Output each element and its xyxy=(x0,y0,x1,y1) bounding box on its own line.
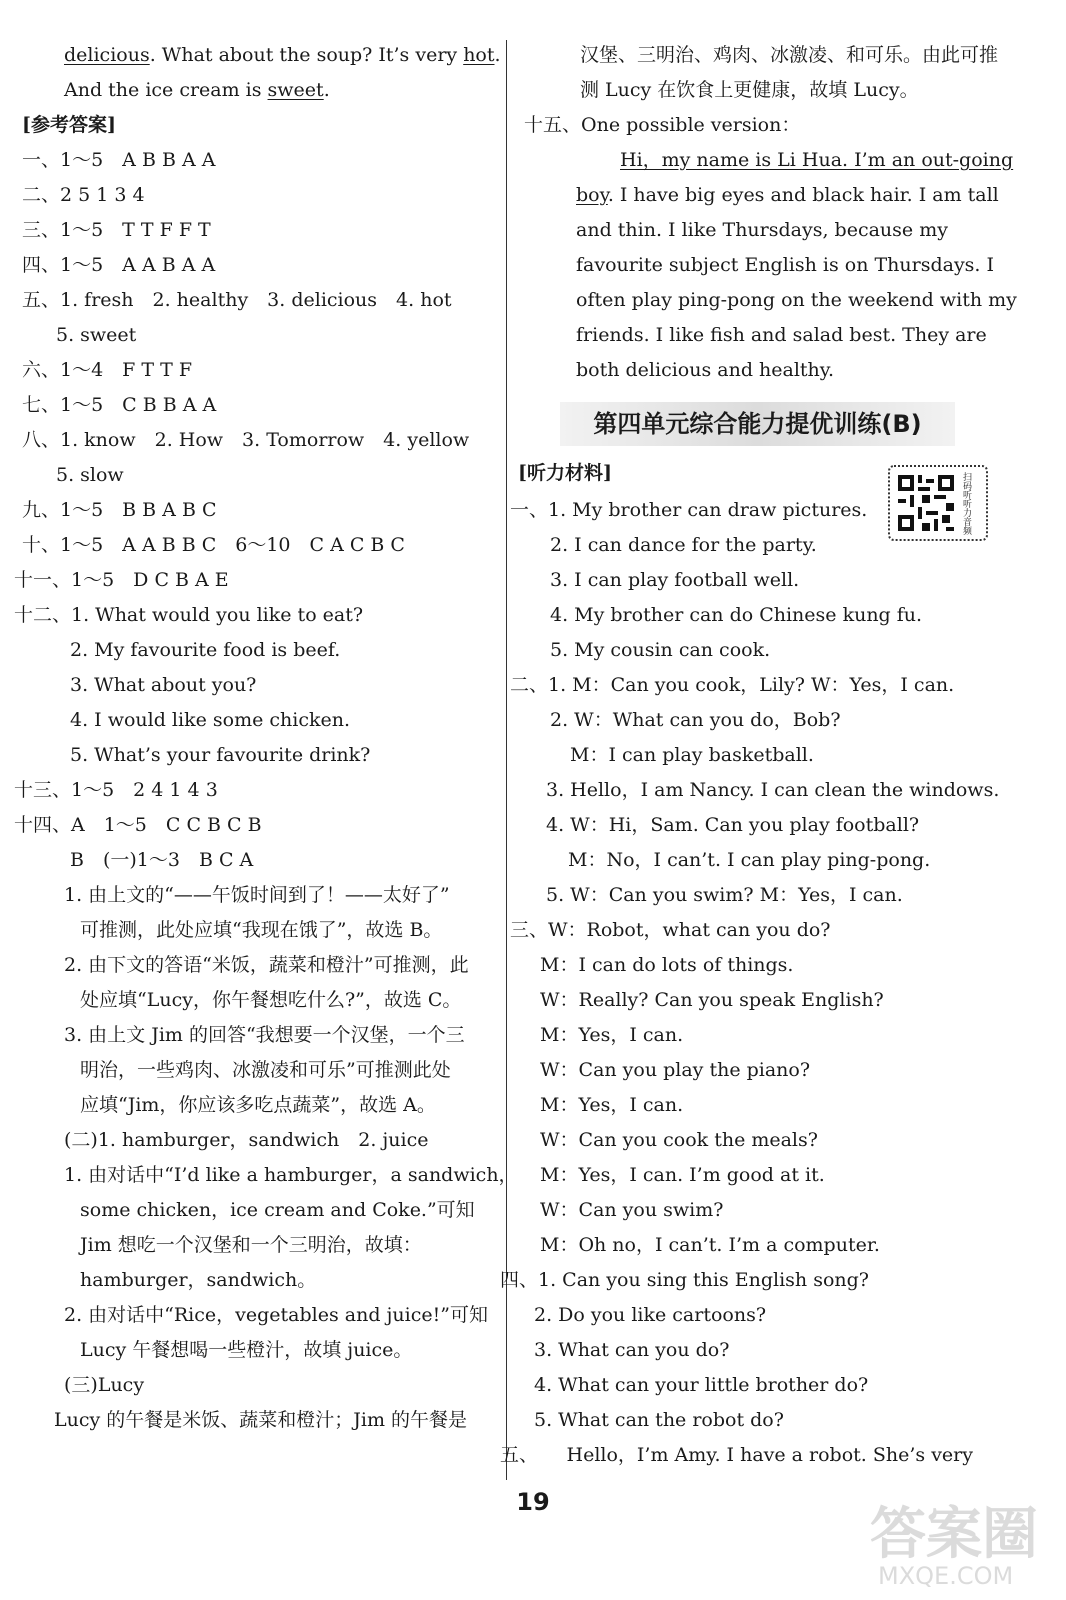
text-line: Jim 想吃一个汉堡和一个三明治，故填： xyxy=(80,1234,422,1256)
text-line: 5. What’s your favourite drink? xyxy=(70,744,371,766)
watermark-url: MXQE.COM xyxy=(878,1562,1014,1590)
text-line: 明治，一些鸡肉、冰激凌和可乐”可推测此处 xyxy=(80,1059,451,1081)
text-line: 四、1～5 A A B A A xyxy=(22,254,216,276)
qr-code-icon xyxy=(898,475,954,531)
text-line: 四、1. Can you sing this English song? xyxy=(500,1269,869,1291)
text-line: 5. What can the robot do? xyxy=(534,1409,784,1431)
text-line: 3. What about you? xyxy=(70,674,257,696)
page-number: 19 xyxy=(516,1488,550,1516)
text-line: 五、 Hello，I’m Amy. I have a robot. She’s very xyxy=(500,1444,973,1466)
text-segment: . xyxy=(494,44,501,66)
text-line: 2. 由对话中“Rice，vegetables and juice!”可知 xyxy=(64,1304,488,1326)
text-line: 4. What can your little brother do? xyxy=(534,1374,869,1396)
text-line: 2. 由下文的答语“米饭，蔬菜和橙汁”可推测，此 xyxy=(64,954,469,976)
text-segment: . What about the soup? It’s very xyxy=(149,44,464,66)
text-line: friends. I like fish and salad best. They are xyxy=(576,324,987,346)
text-line: 5. My cousin can cook. xyxy=(550,639,771,661)
text-line: M：No，I can’t. I can play ping-pong. xyxy=(568,849,931,871)
text-line xyxy=(620,145,1013,175)
text-line: W：Can you cook the meals? xyxy=(540,1129,818,1151)
watermark xyxy=(870,1490,1050,1595)
text-line: [参考答案] xyxy=(22,114,116,136)
text-line: 4. W：Hi，Sam. Can you play football? xyxy=(546,814,920,836)
text-line: hamburger，sandwich。 xyxy=(80,1269,317,1291)
qr-code[interactable] xyxy=(888,465,988,541)
text-segment: . xyxy=(323,79,330,101)
text-line: 十二、1. What would you like to eat? xyxy=(14,604,364,626)
underlined-text: boy xyxy=(576,184,608,206)
column-divider xyxy=(506,40,507,1480)
text-line: 十三、1～5 2 4 1 4 3 xyxy=(14,779,218,801)
text-line: 六、1～4 F T T F xyxy=(22,359,193,381)
text-line: 4. My brother can do Chinese kung fu. xyxy=(550,604,923,626)
qr-caption: 扫码听听力音频 xyxy=(961,471,971,535)
text-line: M：Oh no，I can’t. I’m a computer. xyxy=(540,1234,880,1256)
text-line: 二、1. M：Can you cook，Lily? W：Yes，I can. xyxy=(510,674,955,696)
text-line: 九、1～5 B B A B C xyxy=(22,499,217,521)
underlined-text: delicious xyxy=(64,44,150,66)
watermark-logo-text: 答案圈 xyxy=(870,1502,1038,1567)
text-line: W：Really? Can you speak English? xyxy=(540,989,884,1011)
text-segment: And the ice cream is xyxy=(64,79,268,101)
text-line: W：Can you swim? xyxy=(540,1199,724,1221)
text-line: 汉堡、三明治、鸡肉、冰激凌、和可乐。由此可推 xyxy=(580,44,999,66)
text-line: 3. I can play football well. xyxy=(550,569,800,591)
text-line: 2. Do you like cartoons? xyxy=(534,1304,767,1326)
text-line: 3. What can you do? xyxy=(534,1339,730,1361)
text-line: some chicken，ice cream and Coke.”可知 xyxy=(80,1199,475,1221)
text-line: 十四、A 1～5 C C B C B xyxy=(14,814,262,836)
text-line xyxy=(576,180,999,210)
text-line: 可推测，此处应填“我现在饿了”，故选 B。 xyxy=(80,919,443,941)
section-title: 第四单元综合能力提优训练(B) xyxy=(560,402,955,446)
underlined-text: Hi，my name is Li Hua. I’m an out-going xyxy=(620,149,1014,171)
text-line: 1. 由对话中“I’d like a hamburger，a sandwich， xyxy=(64,1164,518,1186)
text-line xyxy=(64,40,501,70)
text-line: often play ping-pong on the weekend with my xyxy=(576,289,1017,311)
text-line: 1. 由上文的“——午饭时间到了！——太好了” xyxy=(64,884,450,906)
text-line: [听力材料] xyxy=(518,462,612,484)
text-line: (三)Lucy xyxy=(64,1374,145,1396)
text-line: 3. 由上文 Jim 的回答“我想要一个汉堡，一个三 xyxy=(64,1024,465,1046)
text-segment: . I have big eyes and black hair. I am tall xyxy=(607,184,999,206)
text-line: W：Can you play the piano? xyxy=(540,1059,811,1081)
text-line: and thin. I like Thursdays, because my xyxy=(576,219,948,241)
text-line: 3. Hello，I am Nancy. I can clean the windows. xyxy=(546,779,1000,801)
text-line: 5. W：Can you swim? M：Yes，I can. xyxy=(546,884,903,906)
text-line: favourite subject English is on Thursdays. I xyxy=(576,254,995,276)
text-line: 一、1～5 A B B A A xyxy=(22,149,216,171)
text-line: B (一)1～3 B C A xyxy=(70,849,254,871)
text-line: Lucy 午餐想喝一些橙汁，故填 juice。 xyxy=(80,1339,413,1361)
text-line: 4. I would like some chicken. xyxy=(70,709,350,731)
text-line: 2. My favourite food is beef. xyxy=(70,639,341,661)
text-line: Lucy 的午餐是米饭、蔬菜和橙汁；Jim 的午餐是 xyxy=(54,1409,468,1431)
text-line: M：I can play basketball. xyxy=(570,744,814,766)
text-line: 十、1～5 A A B B C 6～10 C A C B C xyxy=(22,534,405,556)
text-line: 八、1. know 2. How 3. Tomorrow 4. yellow xyxy=(22,429,470,451)
text-line: 2. I can dance for the party. xyxy=(550,534,817,556)
text-line: 5. slow xyxy=(56,464,124,486)
text-line: M：Yes，I can. I’m good at it. xyxy=(540,1164,825,1186)
text-line: M：Yes，I can. xyxy=(540,1024,684,1046)
text-line: 五、1. fresh 2. healthy 3. delicious 4. hot xyxy=(22,289,452,311)
text-line: (二)1. hamburger，sandwich 2. juice xyxy=(64,1129,429,1151)
text-line: 一、1. My brother can draw pictures. xyxy=(510,499,868,521)
text-line: M：Yes，I can. xyxy=(540,1094,684,1116)
text-line: 七、1～5 C B B A A xyxy=(22,394,217,416)
text-line xyxy=(64,75,330,105)
text-line: 十一、1～5 D C B A E xyxy=(14,569,229,591)
text-line: 处应填“Lucy，你午餐想吃什么?”，故选 C。 xyxy=(80,989,462,1011)
text-line: 应填“Jim，你应该多吃点蔬菜”，故选 A。 xyxy=(80,1094,436,1116)
underlined-text: hot xyxy=(463,44,495,66)
text-line: 5. sweet xyxy=(56,324,137,346)
underlined-text: sweet xyxy=(267,79,324,101)
text-line: M：I can do lots of things. xyxy=(540,954,794,976)
text-line: 2. W：What can you do，Bob? xyxy=(550,709,841,731)
text-line: 二、2 5 1 3 4 xyxy=(22,184,145,206)
text-line: both delicious and healthy. xyxy=(576,359,835,381)
text-line: 三、1～5 T T F F T xyxy=(22,219,211,241)
text-line: 测 Lucy 在饮食上更健康，故填 Lucy。 xyxy=(580,79,919,101)
text-line: 十五、One possible version： xyxy=(524,114,801,136)
text-line: 三、W：Robot，what can you do? xyxy=(510,919,831,941)
